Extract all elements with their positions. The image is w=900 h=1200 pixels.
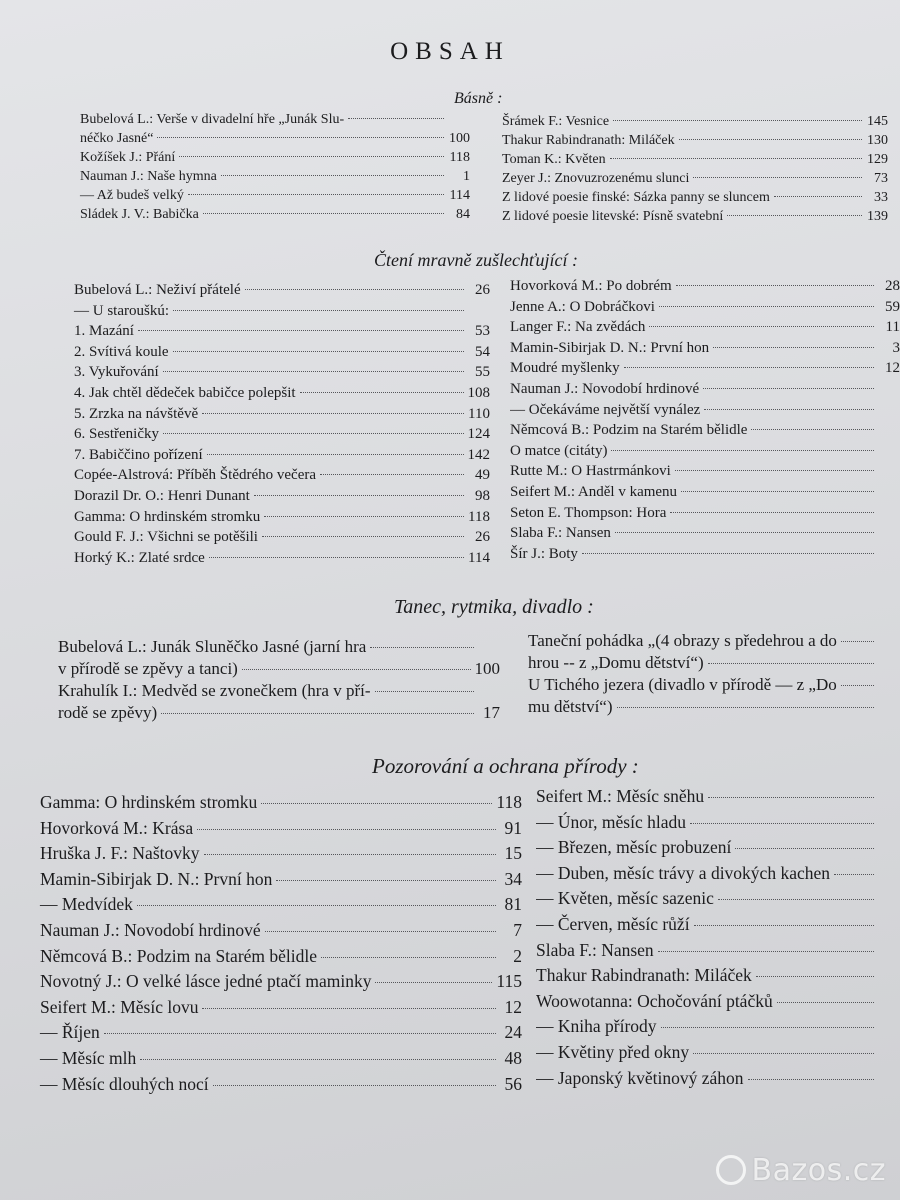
dot-leader bbox=[321, 957, 496, 958]
toc-entry-page: 108 bbox=[467, 384, 490, 401]
toc-entry-page: 124 bbox=[467, 426, 490, 443]
toc-entry bbox=[74, 383, 490, 404]
dot-leader bbox=[675, 470, 874, 471]
dot-leader bbox=[693, 1053, 874, 1054]
toc-entry bbox=[502, 131, 888, 150]
dot-leader bbox=[617, 707, 874, 708]
dot-leader bbox=[173, 351, 464, 352]
toc-entry bbox=[40, 995, 522, 1021]
toc-entry-page: 118 bbox=[468, 508, 490, 525]
toc-entry-page: 84 bbox=[456, 207, 470, 222]
toc-entry-title: Copée-Alstrová: Příběh Štědrého večera bbox=[74, 467, 316, 484]
toc-entry bbox=[536, 1066, 900, 1092]
toc-list-basne-left bbox=[80, 110, 470, 224]
dot-leader bbox=[207, 454, 464, 455]
toc-entry-page: 115 bbox=[496, 971, 522, 992]
toc-entry-title: Seifert M.: Měsíc lovu bbox=[40, 996, 199, 1017]
toc-entry-title: Z lidové poesie finské: Sázka panny se sluncem bbox=[502, 190, 770, 205]
toc-entry-title: Bubelová L.: Junák Sluněčko Jasné (jarní hra bbox=[58, 637, 367, 656]
toc-entry-title: — Únor, měsíc hladu bbox=[536, 811, 686, 832]
toc-entry-title: Hruška J. F.: Naštovky bbox=[40, 843, 200, 864]
toc-entry-page: 24 bbox=[504, 1022, 522, 1043]
toc-entry-page: 142 bbox=[467, 446, 490, 463]
toc-entry bbox=[536, 886, 900, 912]
dot-leader bbox=[262, 536, 464, 537]
toc-entry bbox=[502, 188, 888, 207]
toc-entry-title: 3. Vykuřování bbox=[74, 364, 159, 381]
toc-entry-title: Seifert M.: Měsíc sněhu bbox=[536, 786, 705, 806]
toc-entry-title: 2. Svítivá koule bbox=[74, 343, 169, 360]
dot-leader bbox=[615, 532, 874, 533]
toc-entry bbox=[74, 362, 490, 383]
toc-entry-page: 2 bbox=[513, 945, 522, 966]
toc-entry bbox=[510, 544, 900, 565]
toc-entry bbox=[40, 1046, 522, 1072]
toc-entry bbox=[528, 696, 900, 718]
toc-entry bbox=[536, 938, 900, 964]
bazos-logo-icon bbox=[716, 1155, 746, 1185]
toc-entry-title: Thakur Rabindranath: Miláček bbox=[536, 965, 752, 986]
toc-entry bbox=[74, 280, 490, 301]
dot-leader bbox=[157, 137, 444, 138]
toc-entry bbox=[74, 527, 490, 548]
section-heading-basne: Básně : bbox=[454, 90, 503, 107]
toc-entry bbox=[510, 338, 900, 359]
toc-entry-page: 73 bbox=[874, 171, 888, 186]
dot-leader bbox=[658, 951, 874, 952]
dot-leader bbox=[659, 306, 874, 307]
toc-entry-page: 118 bbox=[449, 150, 470, 165]
toc-entry-title: Krahulík I.: Medvěd se zvonečkem (hra v pří- bbox=[58, 681, 371, 700]
toc-entry-title: Gamma: O hrdinském stromku bbox=[40, 792, 258, 812]
dot-leader bbox=[670, 512, 874, 513]
toc-entry-title: — Květiny před okny bbox=[536, 1041, 690, 1062]
dot-leader bbox=[161, 713, 474, 714]
toc-entry-title: — Květen, měsíc sazenic bbox=[536, 888, 714, 909]
dot-leader bbox=[841, 641, 874, 642]
watermark bbox=[716, 1153, 886, 1188]
toc-entry bbox=[74, 548, 490, 569]
toc-entry-title: — Duben, měsíc trávy a divokých kachen bbox=[536, 862, 831, 883]
toc-entry bbox=[510, 503, 900, 524]
dot-leader bbox=[213, 1085, 496, 1086]
dot-leader bbox=[735, 848, 874, 849]
dot-leader bbox=[708, 663, 874, 664]
dot-leader bbox=[610, 158, 862, 159]
toc-entry bbox=[40, 944, 522, 970]
dot-leader bbox=[649, 326, 874, 327]
toc-entry-page: 114 bbox=[449, 188, 470, 203]
toc-entry-title: Bubelová L.: Verše v divadelní hře „Junák Slu- bbox=[80, 112, 345, 127]
toc-entry bbox=[74, 465, 490, 486]
toc-entry bbox=[74, 445, 490, 466]
toc-entry-title: 7. Babiččino pořízení bbox=[74, 446, 203, 463]
toc-entry bbox=[58, 636, 500, 658]
toc-entry bbox=[536, 912, 900, 938]
toc-entry-title: rodě se zpěvy) bbox=[58, 703, 158, 722]
toc-entry-page: 81 bbox=[504, 894, 522, 915]
toc-entry bbox=[536, 989, 900, 1015]
toc-entry-page: 12 bbox=[504, 996, 522, 1017]
dot-leader bbox=[300, 392, 464, 393]
toc-entry-page: 33 bbox=[874, 190, 888, 205]
toc-entry-title: Moudré myšlenky bbox=[510, 360, 620, 377]
toc-entry bbox=[40, 867, 522, 893]
toc-entry bbox=[510, 420, 900, 441]
dot-leader bbox=[727, 215, 862, 216]
toc-entry-title: Mamin-Sibirjak D. N.: První hon bbox=[40, 868, 273, 889]
toc-entry-title: Zeyer J.: Znovuzrozenému slunci bbox=[502, 171, 690, 186]
toc-entry-title: Hovorková M.: Po dobrém bbox=[510, 278, 672, 294]
toc-entry bbox=[510, 358, 900, 379]
toc-list-cteni-left bbox=[74, 280, 490, 568]
toc-entry-title: Hovorková M.: Krása bbox=[40, 817, 194, 838]
toc-list-tanec-right bbox=[528, 630, 900, 718]
dot-leader bbox=[276, 880, 496, 881]
toc-entry bbox=[80, 148, 470, 167]
toc-entry-title: Němcová B.: Podzim na Starém bělidle bbox=[510, 422, 748, 439]
toc-entry-title: Rutte M.: O Hastrmánkovi bbox=[510, 463, 671, 480]
dot-leader bbox=[320, 474, 464, 475]
toc-entry bbox=[80, 205, 470, 224]
dot-leader bbox=[681, 491, 874, 492]
toc-entry-title: Langer F.: Na zvědách bbox=[510, 319, 646, 336]
toc-entry-page: 130 bbox=[867, 133, 888, 148]
dot-leader bbox=[265, 931, 496, 932]
toc-entry-title: Seifert M.: Anděl v kamenu bbox=[510, 483, 678, 500]
toc-entry-title: Thakur Rabindranath: Miláček bbox=[502, 133, 675, 148]
toc-entry-title: Nauman J.: Novodobí hrdinové bbox=[510, 380, 700, 397]
toc-entry bbox=[536, 861, 900, 887]
toc-entry-page: 129 bbox=[867, 152, 888, 167]
toc-entry-page: 100 bbox=[449, 131, 470, 146]
toc-entry bbox=[510, 400, 900, 421]
toc-entry-page: 110 bbox=[468, 405, 490, 422]
dot-leader bbox=[221, 175, 444, 176]
toc-entry-title: U Tichého jezera (divadlo v přírodě — z „Do bbox=[528, 675, 837, 694]
dot-leader bbox=[204, 854, 497, 855]
toc-entry bbox=[510, 523, 900, 544]
toc-entry bbox=[74, 424, 490, 445]
toc-entry-page: 100 bbox=[474, 659, 500, 678]
toc-entry bbox=[58, 658, 500, 680]
dot-leader bbox=[611, 450, 874, 451]
toc-entry bbox=[528, 652, 900, 674]
toc-entry bbox=[510, 441, 900, 462]
toc-entry-title: Z lidové poesie litevské: Písně svatební bbox=[502, 209, 724, 224]
toc-entry bbox=[510, 379, 900, 400]
toc-entry bbox=[536, 810, 900, 836]
toc-entry bbox=[528, 674, 900, 696]
dot-leader bbox=[624, 367, 874, 368]
dot-leader bbox=[202, 1008, 496, 1009]
toc-entry bbox=[80, 129, 470, 148]
toc-entry-title: Kožíšek J.: Přání bbox=[80, 150, 176, 165]
dot-leader bbox=[203, 213, 444, 214]
toc-entry-title: Nauman J.: Naše hymna bbox=[80, 169, 217, 184]
toc-list-cteni-right bbox=[510, 276, 900, 564]
dot-leader bbox=[375, 982, 492, 983]
toc-entry-title: Bubelová L.: Neživí přátelé bbox=[74, 282, 241, 298]
dot-leader bbox=[245, 289, 464, 290]
toc-entry-page: 1 bbox=[463, 169, 470, 184]
toc-entry-title: — Říjen bbox=[40, 1022, 100, 1043]
toc-entry-title: Seton E. Thompson: Hora bbox=[510, 504, 667, 521]
toc-entry-page: 55 bbox=[475, 364, 490, 381]
toc-entry-page: 54 bbox=[475, 343, 490, 360]
toc-entry-title: — Až budeš velký bbox=[80, 188, 184, 203]
toc-entry-page: 59 bbox=[885, 298, 900, 315]
toc-entry bbox=[74, 301, 490, 322]
dot-leader bbox=[774, 196, 862, 197]
dot-leader bbox=[751, 429, 874, 430]
watermark-text: Bazos.cz bbox=[751, 1153, 886, 1188]
section-heading-tanec: Tanec, rytmika, divadlo : bbox=[394, 596, 594, 618]
toc-entry-page: 7 bbox=[513, 919, 522, 940]
toc-entry-title: O matce (citáty) bbox=[510, 442, 608, 459]
toc-entry bbox=[536, 784, 900, 810]
toc-entry-page: 53 bbox=[475, 323, 490, 340]
toc-entry-page: 91 bbox=[504, 817, 522, 838]
dot-leader bbox=[679, 139, 862, 140]
section-heading-cteni: Čtení mravně zušlechťující : bbox=[374, 250, 579, 270]
dot-leader bbox=[173, 310, 464, 311]
page-title: OBSAH bbox=[390, 38, 510, 65]
toc-entry-title: Šrámek F.: Vesnice bbox=[502, 114, 610, 129]
dot-leader bbox=[718, 899, 874, 900]
dot-leader bbox=[264, 516, 464, 517]
toc-entry-title: — Kniha přírody bbox=[536, 1016, 657, 1037]
toc-entry-page: 28 bbox=[885, 278, 900, 294]
toc-entry-title: Slaba F.: Nansen bbox=[536, 939, 654, 960]
toc-list-tanec-left bbox=[58, 636, 500, 724]
toc-entry-page: 98 bbox=[475, 487, 490, 504]
toc-entry-page: 48 bbox=[504, 1047, 522, 1068]
toc-entry bbox=[502, 169, 888, 188]
dot-leader bbox=[370, 647, 474, 648]
toc-entry-title: Nauman J.: Novodobí hrdinové bbox=[40, 919, 261, 940]
toc-entry bbox=[74, 342, 490, 363]
toc-entry bbox=[74, 404, 490, 425]
toc-entry-title: Toman K.: Květen bbox=[502, 152, 606, 167]
toc-entry bbox=[74, 321, 490, 342]
dot-leader bbox=[690, 823, 874, 824]
dot-leader bbox=[188, 194, 444, 195]
dot-leader bbox=[163, 433, 464, 434]
toc-entry-page: 56 bbox=[504, 1073, 522, 1094]
toc-entry-page: 11 bbox=[885, 319, 900, 336]
toc-entry-page: 26 bbox=[475, 282, 490, 298]
toc-entry bbox=[40, 841, 522, 867]
toc-entry-page: 49 bbox=[475, 467, 490, 484]
toc-entry-page: 26 bbox=[475, 529, 490, 546]
toc-entry-title: Gamma: O hrdinském stromku bbox=[74, 508, 261, 525]
toc-entry bbox=[510, 276, 900, 297]
toc-entry-title: Dorazil Dr. O.: Henri Dunant bbox=[74, 487, 250, 504]
toc-entry-title: Mamin-Sibirjak D. N.: První hon bbox=[510, 339, 710, 356]
dot-leader bbox=[375, 691, 475, 692]
dot-leader bbox=[694, 925, 874, 926]
toc-entry-title: hrou -- z „Domu dětství“) bbox=[528, 653, 704, 672]
dot-leader bbox=[676, 285, 874, 286]
toc-entry-title: Němcová B.: Podzim na Starém bělidle bbox=[40, 945, 318, 966]
toc-entry-title: — Medvídek bbox=[40, 894, 133, 915]
toc-entry bbox=[528, 630, 900, 652]
toc-entry-page: 12 bbox=[885, 360, 900, 377]
toc-entry-title: — Měsíc dlouhých nocí bbox=[40, 1073, 209, 1094]
toc-entry bbox=[510, 317, 900, 338]
toc-entry-title: — Měsíc mlh bbox=[40, 1047, 137, 1068]
toc-list-pozorovani-right bbox=[536, 784, 900, 1091]
dot-leader bbox=[756, 976, 874, 977]
dot-leader bbox=[834, 874, 874, 875]
dot-leader bbox=[163, 371, 464, 372]
dot-leader bbox=[348, 118, 444, 119]
toc-entry-title: 1. Mazání bbox=[74, 323, 134, 340]
dot-leader bbox=[748, 1079, 874, 1080]
dot-leader bbox=[703, 388, 874, 389]
toc-entry bbox=[502, 207, 888, 226]
dot-leader bbox=[254, 495, 464, 496]
toc-entry bbox=[58, 680, 500, 702]
toc-entry bbox=[40, 816, 522, 842]
toc-entry-title: Taneční pohádka „(4 obrazy s předehrou a do bbox=[528, 631, 837, 650]
toc-entry-title: Sládek J. V.: Babička bbox=[80, 207, 199, 222]
dot-leader bbox=[137, 905, 496, 906]
dot-leader bbox=[202, 413, 464, 414]
toc-entry bbox=[74, 507, 490, 528]
dot-leader bbox=[704, 409, 874, 410]
toc-entry bbox=[40, 892, 522, 918]
toc-entry-title: 4. Jak chtěl dědeček babičce polepšit bbox=[74, 384, 296, 401]
toc-entry bbox=[74, 486, 490, 507]
section-heading-pozorovani: Pozorování a ochrana přírody : bbox=[372, 754, 639, 778]
toc-entry-title: — Japonský květinový záhon bbox=[536, 1067, 744, 1088]
toc-entry-title: Jenne A.: O Dobráčkovi bbox=[510, 298, 655, 315]
dot-leader bbox=[140, 1059, 496, 1060]
dot-leader bbox=[582, 553, 874, 554]
toc-entry-page: 114 bbox=[468, 549, 490, 566]
dot-leader bbox=[104, 1033, 496, 1034]
toc-entry bbox=[40, 790, 522, 816]
toc-entry bbox=[510, 297, 900, 318]
toc-entry bbox=[40, 918, 522, 944]
toc-entry-page: 3 bbox=[892, 339, 900, 356]
toc-entry bbox=[40, 1072, 522, 1098]
toc-entry-title: 5. Zrzka na návštěvě bbox=[74, 405, 199, 422]
dot-leader bbox=[179, 156, 444, 157]
toc-entry-title: 6. Sestřeničky bbox=[74, 426, 159, 443]
dot-leader bbox=[693, 177, 862, 178]
toc-entry bbox=[510, 482, 900, 503]
toc-entry-page: 139 bbox=[867, 209, 888, 224]
toc-entry bbox=[502, 112, 888, 131]
dot-leader bbox=[138, 330, 464, 331]
toc-entry bbox=[80, 110, 470, 129]
toc-entry bbox=[40, 969, 522, 995]
toc-entry bbox=[536, 1014, 900, 1040]
toc-entry-title: néčko Jasné“ bbox=[80, 131, 154, 146]
toc-entry-title: — U starouškú: bbox=[74, 302, 169, 319]
toc-entry-title: mu dětství“) bbox=[528, 697, 613, 716]
toc-entry-title: Novotný J.: O velké lásce jedné ptačí maminky bbox=[40, 971, 372, 992]
dot-leader bbox=[209, 557, 464, 558]
toc-entry bbox=[40, 1020, 522, 1046]
dot-leader bbox=[777, 1002, 874, 1003]
dot-leader bbox=[708, 797, 874, 798]
toc-entry bbox=[536, 963, 900, 989]
toc-entry-page: 15 bbox=[504, 843, 522, 864]
toc-entry bbox=[510, 461, 900, 482]
toc-entry bbox=[58, 702, 500, 724]
toc-entry-title: Slaba F.: Nansen bbox=[510, 525, 611, 542]
toc-entry-page: 34 bbox=[504, 868, 522, 889]
toc-list-pozorovani-left bbox=[40, 790, 522, 1097]
dot-leader bbox=[713, 347, 874, 348]
toc-entry bbox=[536, 835, 900, 861]
toc-entry-title: Woowotanna: Ochočování ptáčků bbox=[536, 990, 773, 1011]
dot-leader bbox=[242, 669, 471, 670]
toc-entry-title: — Březen, měsíc probuzení bbox=[536, 837, 732, 858]
dot-leader bbox=[841, 685, 874, 686]
toc-list-basne-right bbox=[502, 112, 888, 226]
toc-entry bbox=[80, 167, 470, 186]
toc-entry-page: 145 bbox=[867, 114, 888, 129]
dot-leader bbox=[261, 803, 492, 804]
dot-leader bbox=[661, 1027, 874, 1028]
dot-leader bbox=[613, 120, 862, 121]
toc-entry-title: — Červen, měsíc růží bbox=[536, 913, 690, 934]
toc-entry-title: Šír J.: Boty bbox=[510, 545, 578, 562]
toc-entry-title: Horký K.: Zlaté srdce bbox=[74, 549, 205, 566]
toc-entry-title: v přírodě se zpěvy a tanci) bbox=[58, 659, 238, 678]
dot-leader bbox=[197, 829, 496, 830]
toc-entry-page: 118 bbox=[496, 792, 522, 812]
toc-entry bbox=[80, 186, 470, 205]
toc-entry-title: Gould F. J.: Všichni se potěšili bbox=[74, 529, 258, 546]
toc-entry-title: — Očekáváme největší vynález bbox=[510, 401, 701, 418]
toc-entry bbox=[502, 150, 888, 169]
toc-entry bbox=[536, 1040, 900, 1066]
toc-entry-page: 17 bbox=[483, 703, 500, 722]
